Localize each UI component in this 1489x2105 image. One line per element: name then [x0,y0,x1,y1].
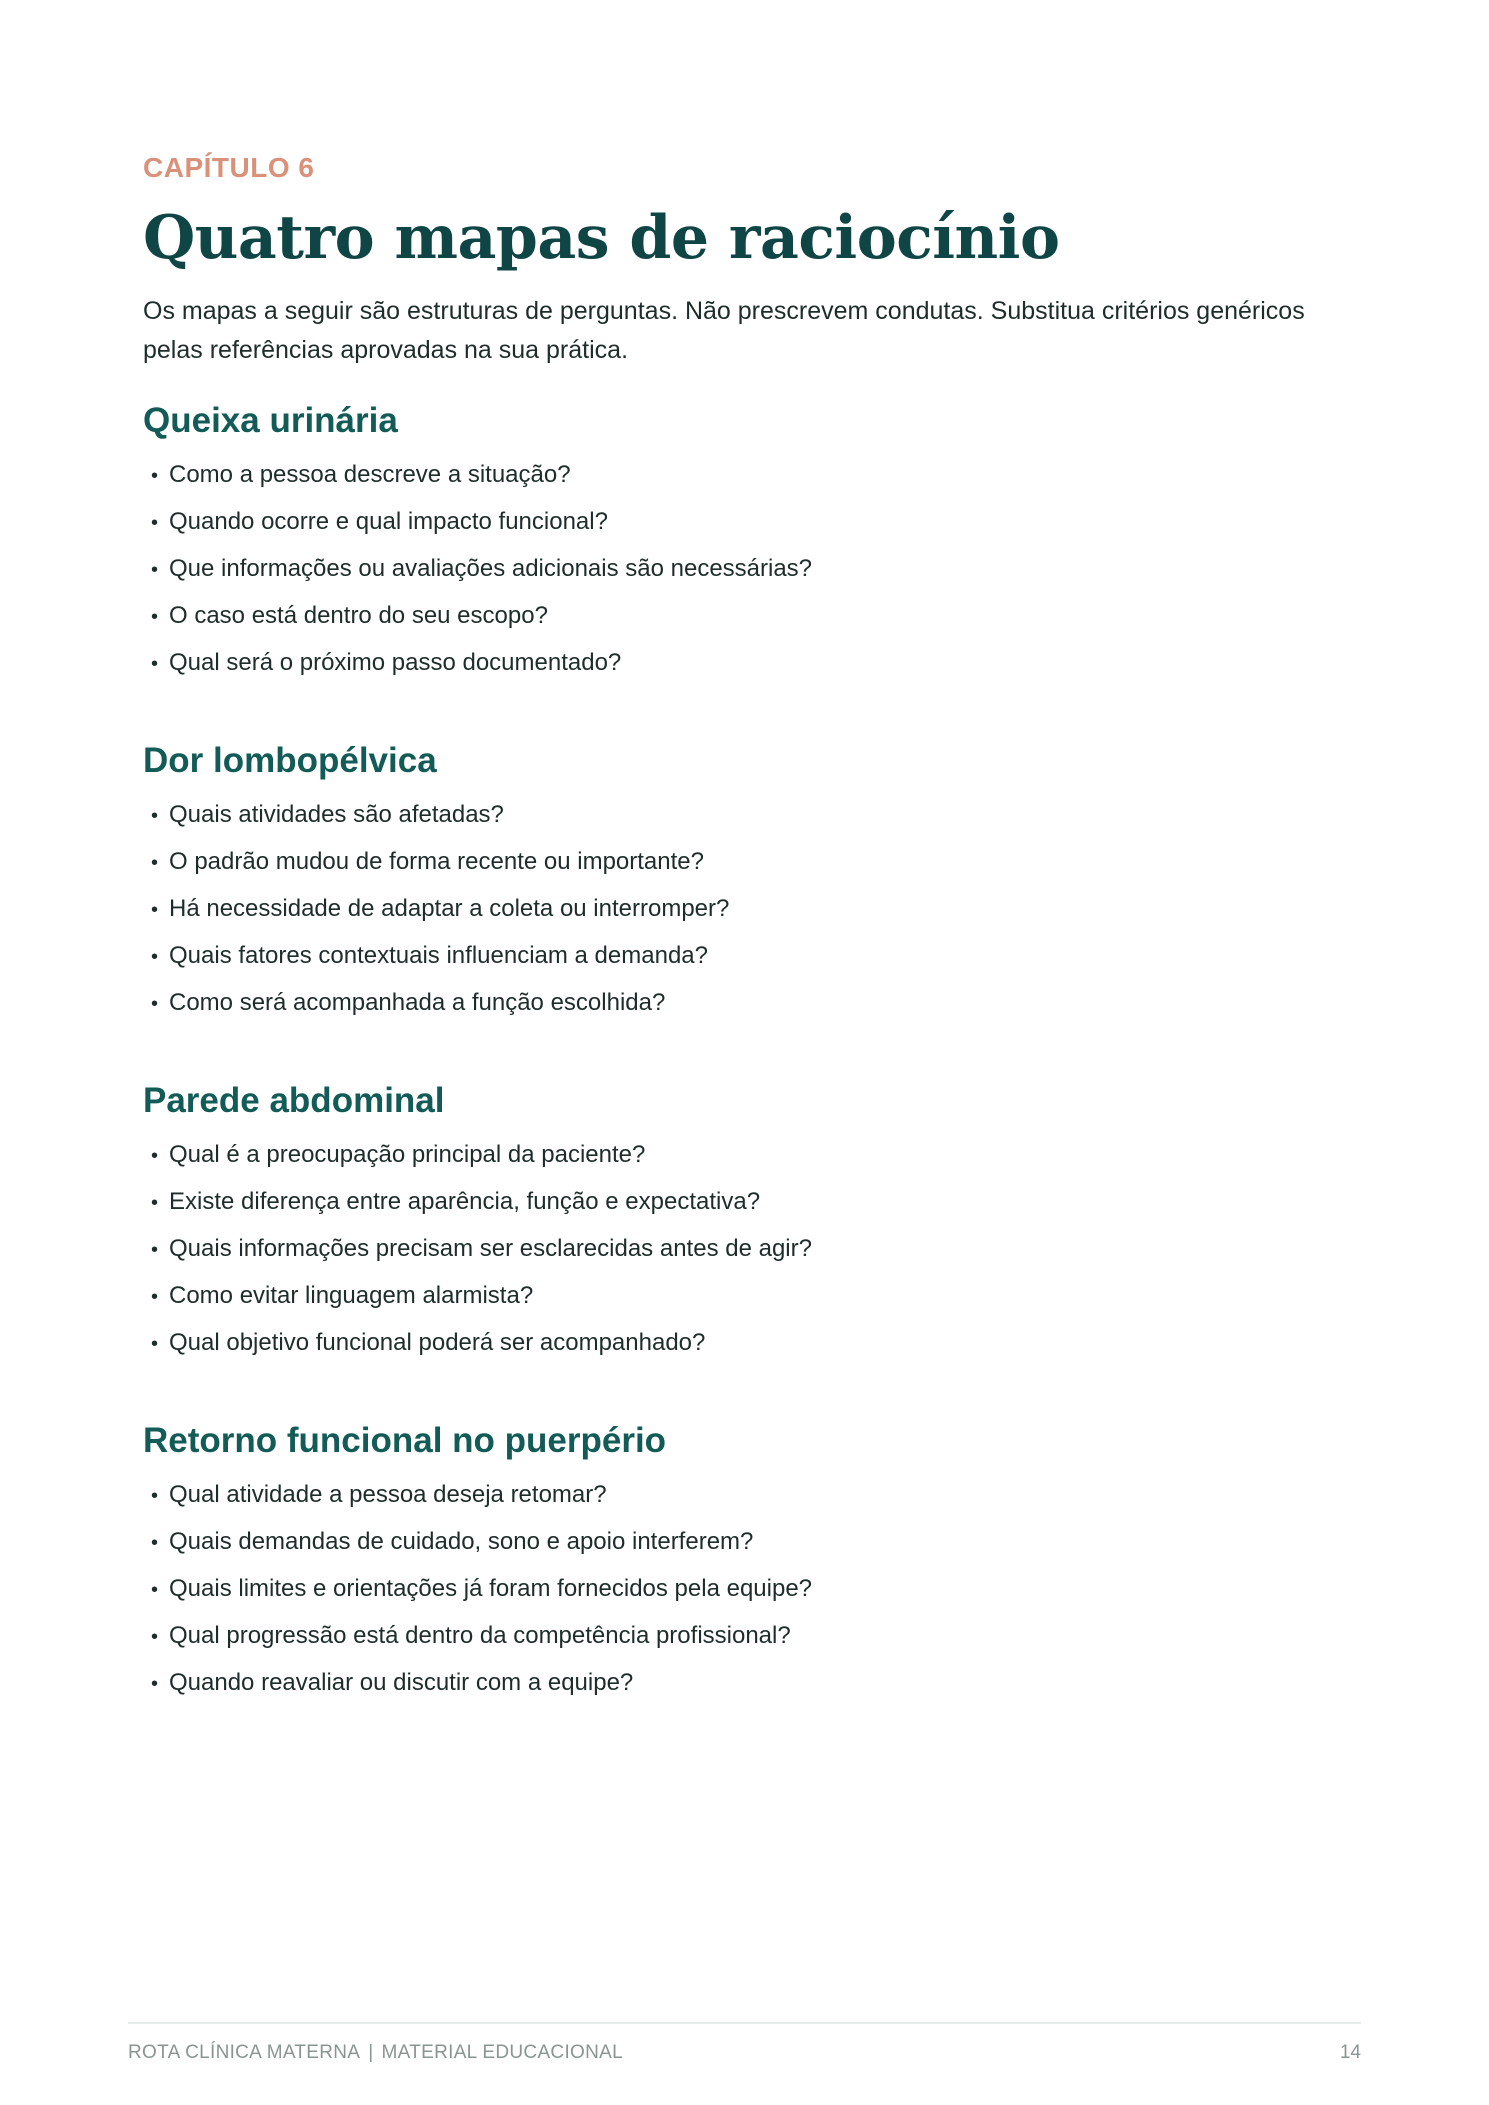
list-item-text: Qual objetivo funcional poderá ser acompanhado? [169,1329,706,1356]
section-title: Retorno funcional no puerpério [143,1421,667,1460]
footer-publication-name: ROTA CLÍNICA MATERNA [128,2042,361,2063]
intro-paragraph: Os mapas a seguir são estruturas de perguntas. Não prescrevem condutas. Substitua critérios genéricos pelas referências aprovadas na sua prática. [143,297,1305,364]
list-item-text: Quais fatores contextuais influenciam a demanda? [169,942,708,969]
section-queixa-urinaria [143,399,1353,687]
footer-running-title [128,2042,623,2064]
list-item-text: Quando reavaliar ou discutir com a equipe? [169,1669,634,1696]
bullet-icon: • [151,1532,159,1554]
list-item-text: Como será acompanhada a função escolhida? [169,989,666,1016]
list-item [151,839,1353,886]
list-item-text: Quando ocorre e qual impacto funcional? [169,508,608,535]
bullet-icon: • [151,805,159,827]
bullet-icon: • [151,465,159,487]
page-content [143,150,1353,1707]
question-list [143,792,1353,1027]
footer-material-type: MATERIAL EDUCACIONAL [381,2042,623,2063]
list-item-text: Quais atividades são afetadas? [169,801,504,828]
question-list [143,1472,1353,1707]
section-dor-lombopelvica [143,739,1353,1027]
list-item [151,1519,1353,1566]
list-item [151,980,1353,1027]
bullet-icon: • [151,606,159,628]
list-item [151,1273,1353,1320]
list-item [151,1132,1353,1179]
chapter-label: CAPÍTULO 6 [143,152,315,183]
bullet-icon: • [151,899,159,921]
section-title: Dor lombopélvica [143,741,437,780]
list-item [151,886,1353,933]
bullet-icon: • [151,993,159,1015]
bullet-icon: • [151,1626,159,1648]
list-item-text: O caso está dentro do seu escopo? [169,602,548,629]
bullet-icon: • [151,1333,159,1355]
bullet-icon: • [151,559,159,581]
bullet-icon: • [151,1673,159,1695]
bullet-icon: • [151,1286,159,1308]
page-footer [128,2022,1361,2063]
section-title: Queixa urinária [143,401,398,440]
list-item-text: Há necessidade de adaptar a coleta ou interromper? [169,895,730,922]
bullet-icon: • [151,1145,159,1167]
list-item [151,792,1353,839]
list-item [151,593,1353,640]
list-item-text: O padrão mudou de forma recente ou importante? [169,848,704,875]
list-item [151,933,1353,980]
list-item-text: Existe diferença entre aparência, função e expectativa? [169,1188,761,1215]
question-list [143,1132,1353,1367]
question-list [143,452,1353,687]
list-item [151,1660,1353,1707]
list-item-text: Que informações ou avaliações adicionais são necessárias? [169,555,813,582]
section-parede-abdominal [143,1079,1353,1367]
bullet-icon: • [151,1579,159,1601]
list-item-text: Como a pessoa descreve a situação? [169,461,571,488]
list-item-text: Quais limites e orientações já foram fornecidos pela equipe? [169,1575,813,1602]
list-item-text: Qual progressão está dentro da competência profissional? [169,1622,791,1649]
bullet-icon: • [151,512,159,534]
list-item [151,640,1353,687]
page-title: Quatro mapas de raciocínio [143,203,1060,273]
bullet-icon: • [151,946,159,968]
footer-separator: | [368,2042,374,2063]
list-item-text: Como evitar linguagem alarmista? [169,1282,534,1309]
list-item-text: Qual atividade a pessoa deseja retomar? [169,1481,607,1508]
list-item [151,499,1353,546]
bullet-icon: • [151,653,159,675]
list-item [151,1472,1353,1519]
bullet-icon: • [151,1485,159,1507]
list-item [151,1179,1353,1226]
list-item [151,546,1353,593]
list-item-text: Qual é a preocupação principal da paciente? [169,1141,646,1168]
bullet-icon: • [151,852,159,874]
bullet-icon: • [151,1239,159,1261]
list-item [151,1320,1353,1367]
list-item [151,1613,1353,1660]
list-item-text: Qual será o próximo passo documentado? [169,649,622,676]
list-item [151,1226,1353,1273]
list-item-text: Quais informações precisam ser esclarecidas antes de agir? [169,1235,812,1262]
list-item [151,452,1353,499]
page-number: 14 [1339,2042,1361,2063]
section-retorno-funcional [143,1419,1353,1707]
list-item [151,1566,1353,1613]
section-title: Parede abdominal [143,1081,445,1120]
bullet-icon: • [151,1192,159,1214]
list-item-text: Quais demandas de cuidado, sono e apoio interferem? [169,1528,754,1555]
